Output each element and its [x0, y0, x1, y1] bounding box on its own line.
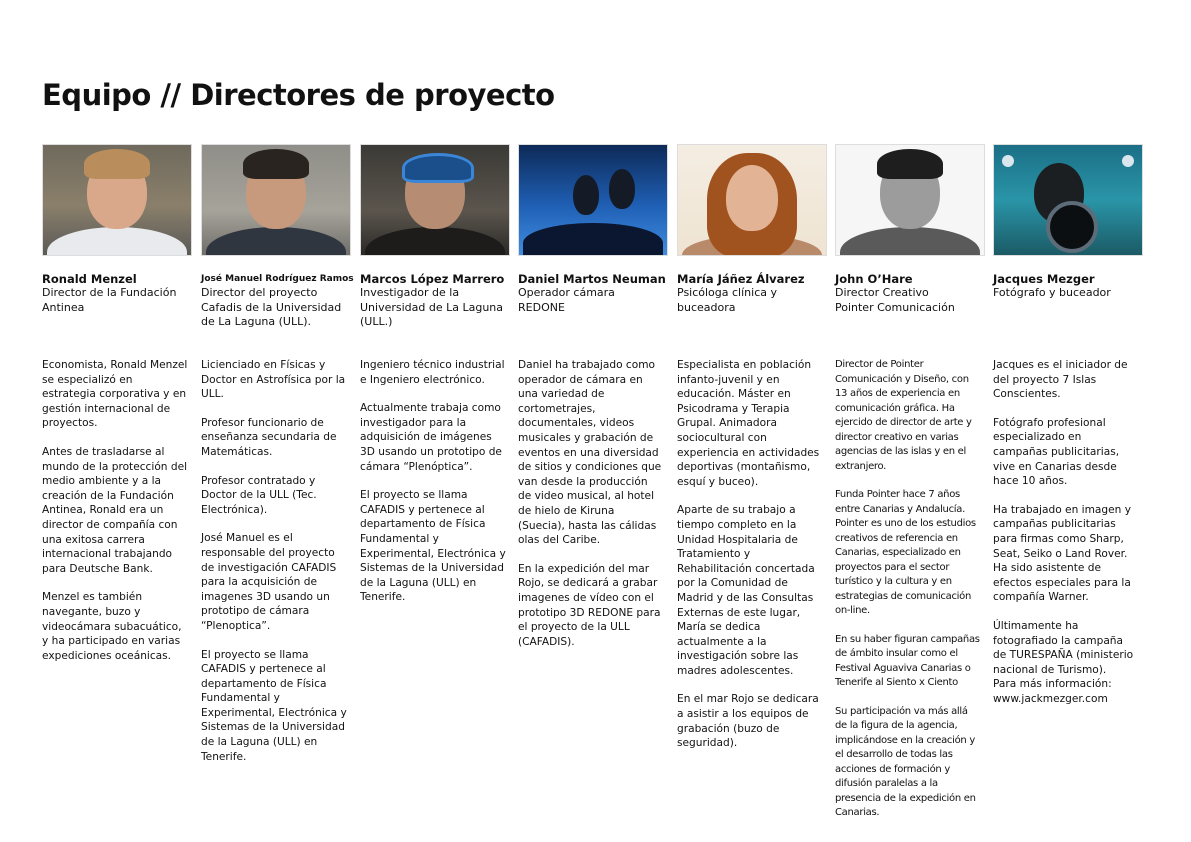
member-name: Marcos López Marrero	[360, 272, 505, 286]
bio-paragraph: Economista, Ronald Menzel se especializó en estrategia corporativa y en gestión internacional de proyectos.	[42, 359, 188, 430]
bio-paragraph: Director de Pointer Comunicación y Diseño, con 13 años de experiencia en comunicación gráfica. Ha ejercido de director de arte y director creativo en varias agencias de las islas y en el extranjero.	[835, 359, 972, 472]
member-name: José Manuel Rodríguez Ramos	[201, 274, 354, 284]
portrait-photo	[835, 144, 985, 256]
member-role: Operador cámara REDONE	[518, 286, 615, 314]
bio-paragraph: Fotógrafo profesional especializado en campañas publicitarias, vive en Canarias desde hace 10 años.	[993, 416, 1120, 488]
bio-paragraph: En su haber figuran campañas de ámbito insular como el Festival Aguaviva Canarias o Tenerife al Siento x Ciento	[835, 633, 980, 688]
portrait-photo	[42, 144, 192, 256]
member-bio	[42, 358, 188, 677]
bio-paragraph: En el mar Rojo se dedicara a asistir a los equipos de grabación (buzo de seguridad).	[677, 693, 819, 750]
member-card-jose-manuel-rodriguez	[201, 144, 354, 330]
member-card-ronald-menzel	[42, 144, 192, 315]
bio-paragraph: Actualmente trabaja como investigador para la adquisición de imágenes 3D usando un prototipo de cámara “Plenóptica”.	[360, 402, 502, 473]
page-title: Equipo // Directores de proyecto	[42, 78, 555, 112]
bio-paragraph: Jacques es el iniciador de del proyecto 7 Islas Conscientes.	[993, 359, 1128, 401]
bio-paragraph: Ingeniero técnico industrial e Ingeniero electrónico.	[360, 359, 505, 386]
bio-paragraph: Licienciado en Físicas y Doctor en Astrofísica por la ULL.	[201, 359, 346, 401]
bio-paragraph: Profesor funcionario de enseñanza secundaria de Matemáticas.	[201, 416, 337, 458]
member-role: Director del proyecto Cafadis de la Universidad de La Laguna (ULL).	[201, 286, 342, 328]
bio-paragraph: Antes de trasladarse al mundo de la protección del medio ambiente y a la creación de la Fundación Antinea, Ronald era un director de compañía con una exitosa carrera internacional trabajando para Deutsche Bank.	[42, 445, 188, 575]
member-card-jacques-mezger	[993, 144, 1143, 301]
member-card-john-ohare	[835, 144, 985, 315]
member-bio	[518, 358, 666, 663]
member-name: María Jáñez Álvarez	[677, 272, 805, 286]
member-role: Investigador de la Universidad de La Laguna (ULL.)	[360, 286, 504, 328]
member-role: Director Creativo Pointer Comunicación	[835, 286, 955, 314]
member-role: Director de la Fundación Antinea	[42, 286, 177, 314]
underwater-photo	[518, 144, 668, 256]
bio-paragraph: El proyecto se llama CAFADIS y pertenece al departamento de Física Fundamental y Experimental, Electrónica y Sistemas de la Universidad de la Laguna (ULL) en Tenerife.	[360, 489, 506, 604]
bio-paragraph: Aparte de su trabajo a tiempo completo en la Unidad Hospitalaria de Tratamiento y Rehabilitación concertada por la Comunidad de Madrid y de las Consultas Externas de este lugar, María se dedica actualmente a la investigación sobre las madres adolescentes.	[677, 504, 815, 677]
member-name: Ronald Menzel	[42, 272, 137, 286]
bio-paragraph: Menzel es también navegante, buzo y videocámara subacuático, y ha participado en varias expediciones oceánicas.	[42, 591, 182, 662]
portrait-photo	[360, 144, 510, 256]
member-bio	[677, 358, 823, 765]
member-name: John O’Hare	[835, 272, 913, 286]
member-bio	[201, 358, 349, 778]
bio-paragraph: Ha trabajado en imagen y campañas publicitarias para firmas como Sharp, Seat, Seiko o Land Rover. Ha sido asistente de efectos especiales para la compañía Warner.	[993, 503, 1131, 604]
member-bio	[993, 358, 1141, 720]
portrait-photo	[677, 144, 827, 256]
member-name: Jacques Mezger	[993, 272, 1095, 286]
underwater-photo	[993, 144, 1143, 256]
bio-paragraph: José Manuel es el responsable del proyecto de investigación CAFADIS para la acquisición de imagenes 3D usando un prototipo de cámara “Plenoptica”.	[201, 532, 337, 632]
member-card-daniel-martos	[518, 144, 668, 315]
bio-paragraph: El proyecto se llama CAFADIS y pertenece al departamento de Física Fundamental y Experimental, Electrónica y Sistemas de la Universidad de la Laguna (ULL) en Tenerife.	[201, 648, 347, 763]
bio-paragraph: Profesor contratado y Doctor de la ULL (Tec. Electrónica).	[201, 474, 317, 516]
bio-paragraph: Funda Pointer hace 7 años entre Canarias y Andalucía. Pointer es uno de los estudios creativos de referencia en Canarias, especializado en proyectos para el sector turístico y la cultura y en estrategias de comunicación on-line.	[835, 489, 976, 616]
bio-paragraph: Especialista en población infanto-juvenil y en educación. Máster en Psicodrama y Terapia Grupal. Animadora sociocultural con experiencia en actividades deportivas (montañismo, esquí y buceo).	[677, 359, 820, 488]
member-bio	[360, 358, 508, 619]
bio-paragraph: Daniel ha trabajado como operador de cámara en una variedad de cortometrajes, documentales, videos musicales y grabación de eventos en una diversidad de sitios y condiciones que van desde la producción de video musical, al hotel de hielo de Kiruna (Suecia), hasta las cálidas olas del Caribe.	[518, 359, 662, 547]
member-name: Daniel Martos Neuman	[518, 272, 666, 286]
bio-paragraph: Últimamente ha fotografiado la campaña de TURESPAÑA (ministerio nacional de Turismo). Para más información: www.jackmezger.com	[993, 619, 1134, 705]
bio-paragraph: En la expedición del mar Rojo, se dedicará a grabar imagenes de vídeo con el prototipo 3D REDONE para el proyecto de la ULL (CAFADIS).	[518, 562, 661, 648]
member-role: Fotógrafo y buceador	[993, 286, 1111, 299]
member-card-maria-janez	[677, 144, 827, 315]
portrait-photo	[201, 144, 351, 256]
member-bio	[835, 358, 983, 835]
member-card-marcos-lopez	[360, 144, 510, 330]
bio-paragraph: Su participación va más allá de la figura de la agencia, implicándose en la creación y el desarrollo de todas las acciones de formación y difusión paralelas a la presencia de la expedición en Canarias.	[835, 705, 976, 818]
member-role: Psicóloga clínica y buceadora	[677, 286, 777, 314]
